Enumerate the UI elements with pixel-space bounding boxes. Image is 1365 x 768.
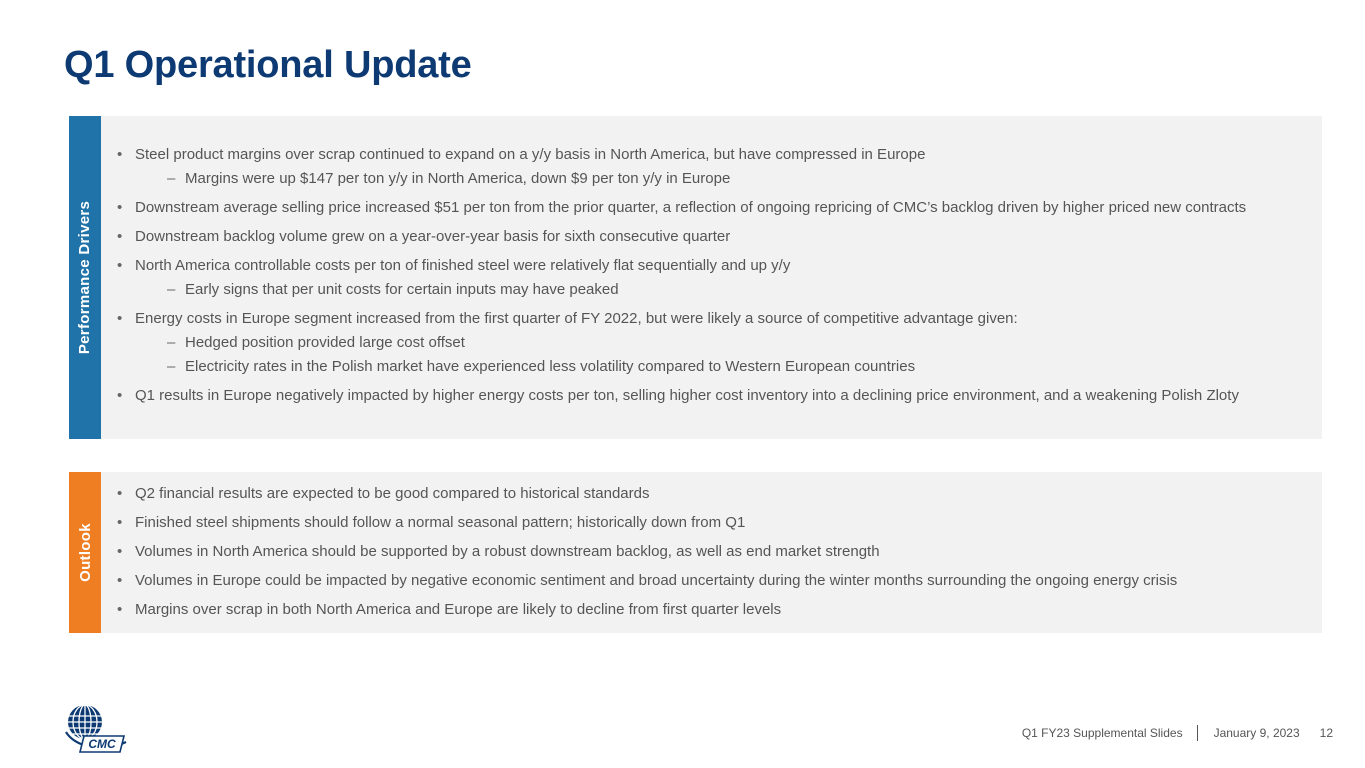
performance-drivers-label-bar — [69, 116, 101, 439]
footer — [1022, 725, 1333, 741]
bullet-item: • Q1 results in Europe negatively impacted by higher energy costs per ton, selling higher cost inventory into a declining price environment, and a weakening Polish Zloty — [117, 386, 1312, 406]
page-number: 12 — [1319, 726, 1333, 740]
page-title: Q1 Operational Update — [64, 44, 472, 86]
footer-date: January 9, 2023 — [1213, 726, 1300, 740]
bullet-item: • Volumes in North America should be supported by a robust downstream backlog, as well as end market strength — [117, 542, 1312, 562]
footer-divider — [1197, 725, 1198, 741]
outlook-panel — [69, 472, 1322, 633]
outlook-list — [117, 484, 1312, 629]
cmc-logo — [62, 702, 128, 756]
footer-deck-title: Q1 FY23 Supplemental Slides — [1021, 726, 1183, 740]
sub-bullet-item: – Electricity rates in the Polish market have experienced less volatility compared to Western European countries — [135, 357, 1312, 377]
globe-icon — [68, 705, 102, 739]
bullet-item: • Downstream average selling price increased $51 per ton from the prior quarter, a reflection of ongoing repricing of CMC’s backlog driven by higher priced new contracts — [117, 198, 1312, 218]
logo-text: CMC — [88, 737, 116, 751]
bullet-item: • Downstream backlog volume grew on a year-over-year basis for sixth consecutive quarter — [117, 227, 1312, 247]
outlook-label-bar — [69, 472, 101, 633]
bullet-item: • Margins over scrap in both North America and Europe are likely to decline from first quarter levels — [117, 600, 1312, 620]
outlook-label: Outlook — [76, 523, 94, 582]
performance-drivers-list — [117, 145, 1312, 415]
sub-bullet-item: – Hedged position provided large cost offset — [135, 333, 1312, 353]
sub-bullet-item: – Margins were up $147 per ton y/y in North America, down $9 per ton y/y in Europe — [135, 169, 1312, 189]
performance-drivers-label: Performance Drivers — [76, 200, 94, 355]
bullet-item: • Finished steel shipments should follow a normal seasonal pattern; historically down from Q1 — [117, 513, 1312, 533]
bullet-item: • North America controllable costs per ton of finished steel were relatively flat sequentially and up y/y – Early signs that per unit costs for certain inputs may have peaked — [117, 256, 1312, 300]
bullet-item: • Volumes in Europe could be impacted by negative economic sentiment and broad uncertainty during the winter months surrounding the ongoing energy crisis — [117, 571, 1312, 591]
bullet-item: • Steel product margins over scrap continued to expand on a y/y basis in North America, but have compressed in Europe – Margins were up $147 per ton y/y in North America, down $9 per ton y/y in Europe — [117, 145, 1312, 189]
sub-bullet-item: – Early signs that per unit costs for certain inputs may have peaked — [135, 280, 1312, 300]
performance-drivers-panel — [69, 116, 1322, 439]
bullet-item: • Energy costs in Europe segment increased from the first quarter of FY 2022, but were likely a source of competitive advantage given: – Hedged position provided large cost offset – Electricity rates in the Polish market have experienced less volatility compared to Western European countries — [117, 309, 1312, 377]
bullet-item: • Q2 financial results are expected to be good compared to historical standards — [117, 484, 1312, 504]
